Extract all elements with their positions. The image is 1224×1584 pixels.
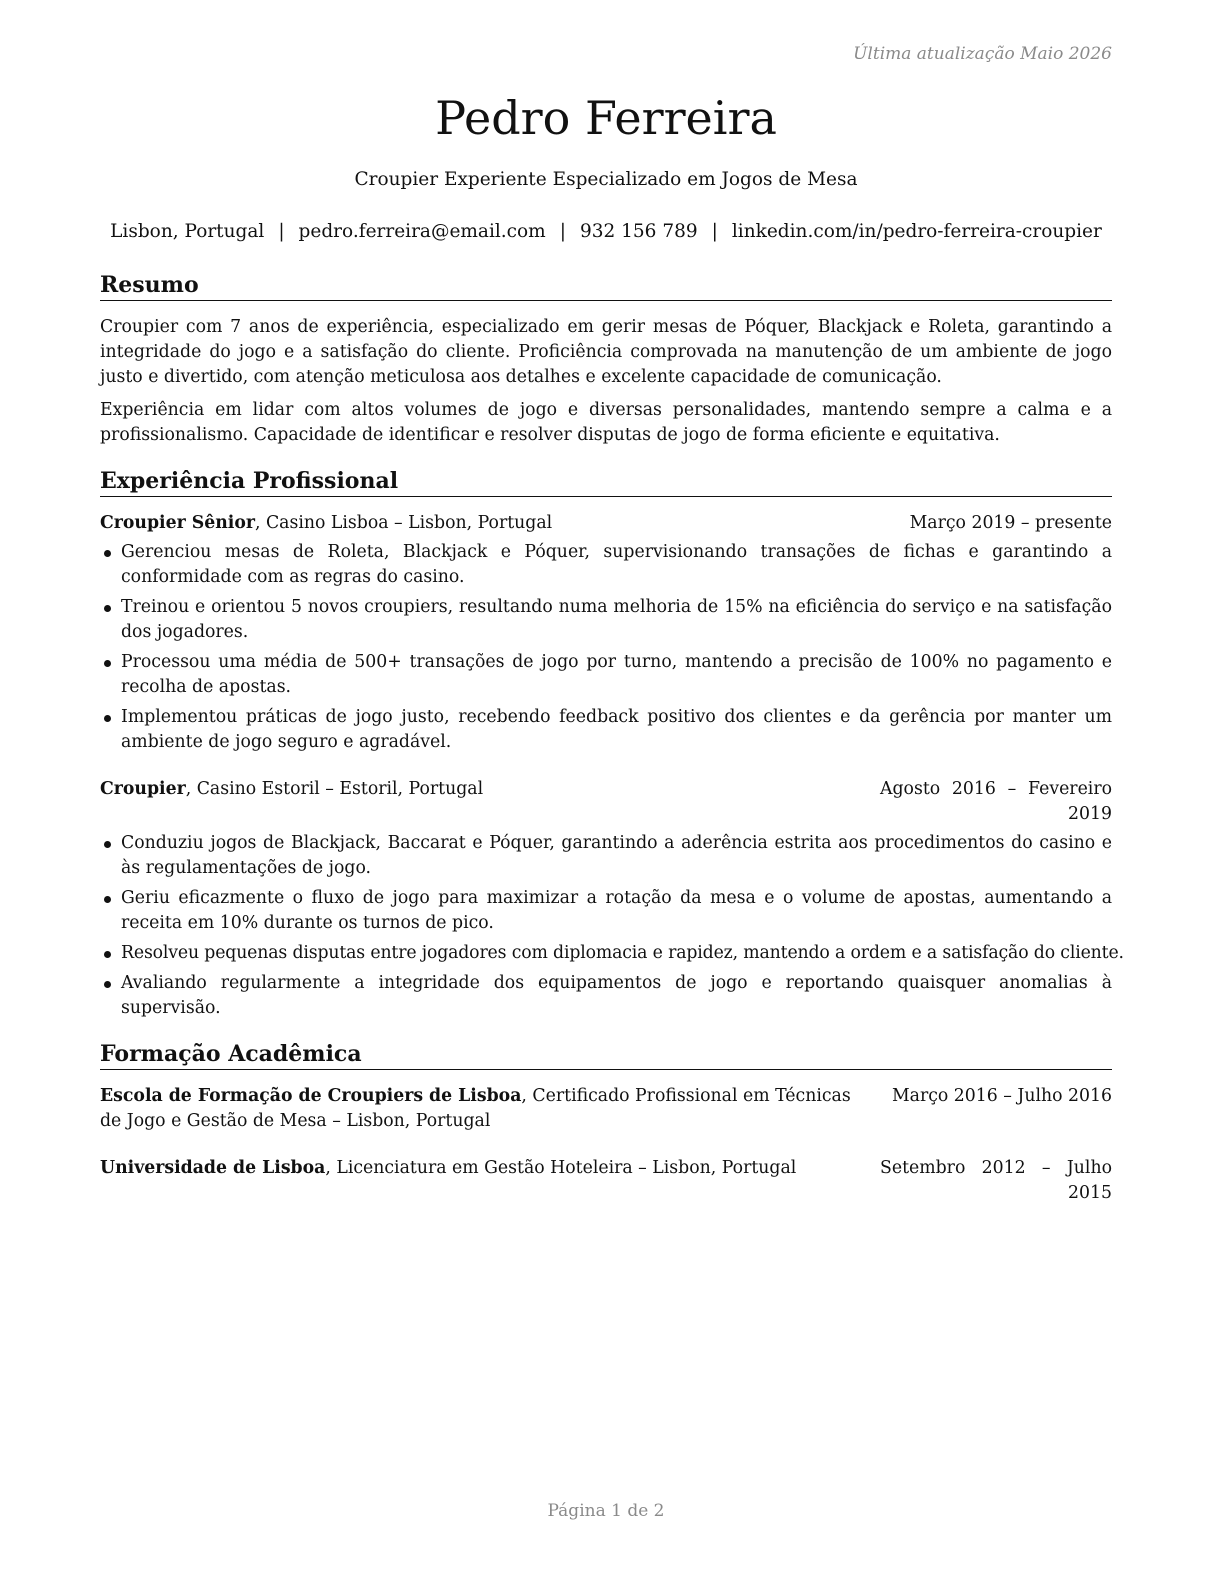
contact-separator: |: [711, 221, 718, 242]
job-dates-line2: 2019: [1068, 804, 1112, 824]
contact-separator: |: [278, 221, 285, 242]
education-title-line: [100, 1084, 876, 1134]
job-entry: [100, 511, 1112, 755]
last-updated: Última atualização Maio 2026: [853, 44, 1112, 64]
education-dates: [864, 1156, 1112, 1206]
job-header: [100, 511, 1112, 536]
education-header: [100, 1084, 1112, 1134]
resume-content: [100, 270, 1124, 1206]
education-school: Universidade de Lisboa: [100, 1158, 326, 1178]
contact-email[interactable]: pedro.ferreira@email.com: [298, 221, 546, 242]
education-entry: [100, 1156, 1112, 1206]
candidate-name: Pedro Ferreira: [435, 91, 777, 145]
education-entry: [100, 1084, 1112, 1134]
job-entry: [100, 777, 1124, 1021]
page-number: Página 1 de 2: [547, 1501, 665, 1521]
job-dates: [864, 777, 1112, 827]
job-dates: Março 2019 – presente: [909, 513, 1112, 533]
summary-paragraph: Croupier com 7 anos de experiência, especializado em gerir mesas de Póquer, Blackjack e Roleta, garantindo a integridade do jogo e a satisfação do cliente. Proficiência comprovada na manutenção de um ambiente de jogo justo e divertido, com atenção meticulosa aos detalhes e excelente capacidade de comunicação.: [100, 317, 1112, 387]
contact-separator: |: [559, 221, 566, 242]
list-item: Processou uma média de 500+ transações de jogo por turno, mantendo a precisão de 100% no pagamento e recolha de apostas.: [100, 650, 1112, 700]
education-dates-line1: Setembro 2012 – Julho: [880, 1158, 1112, 1178]
job-details: , Casino Estoril – Estoril, Portugal: [185, 779, 484, 799]
job-role: Croupier Sênior: [100, 513, 255, 533]
headline: Croupier Experiente Especializado em Jogos de Mesa: [354, 169, 858, 190]
contact-location: Lisbon, Portugal: [110, 221, 265, 242]
education-title: Formação Acadêmica: [100, 1039, 1112, 1070]
job-bullets: [100, 831, 1124, 1021]
list-item: Implementou práticas de jogo justo, recebendo feedback positivo dos clientes e da gerência por manter um ambiente de jogo seguro e agradável.: [100, 705, 1112, 755]
education-section: [100, 1039, 1112, 1206]
education-details: , Licenciatura em Gestão Hoteleira – Lisbon, Portugal: [325, 1158, 797, 1178]
education-dates-line2: 2015: [1068, 1183, 1112, 1203]
list-item: Resolveu pequenas disputas entre jogadores com diplomacia e rapidez, mantendo a ordem e a satisfação do cliente.: [100, 941, 1112, 966]
job-header: [100, 777, 1112, 827]
resume-page: [100, 0, 1124, 1584]
job-bullets: [100, 540, 1112, 755]
list-item: Geriu eficazmente o fluxo de jogo para maximizar a rotação da mesa e o volume de apostas, aumentando a receita em 10% durante os turnos de pico.: [100, 886, 1112, 936]
contact-line: [100, 219, 1112, 245]
list-item: Conduziu jogos de Blackjack, Baccarat e Póquer, garantindo a aderência estrita aos procedimentos do casino e às regulamentações de jogo.: [100, 831, 1112, 881]
job-dates-line1: Agosto 2016 – Fevereiro: [880, 779, 1112, 799]
list-item: Avaliando regularmente a integridade dos equipamentos de jogo e reportando quaisquer anomalias à supervisão.: [100, 971, 1112, 1021]
contact-linkedin[interactable]: linkedin.com/in/pedro-ferreira-croupier: [731, 221, 1102, 242]
job-title-line: [100, 777, 864, 802]
education-school: Escola de Formação de Croupiers de Lisboa: [100, 1086, 522, 1106]
summary-section: [100, 270, 1112, 448]
list-item: Treinou e orientou 5 novos croupiers, resultando numa melhoria de 15% na eficiência do serviço e na satisfação dos jogadores.: [100, 595, 1112, 645]
education-dates: Março 2016 – Julho 2016: [891, 1086, 1112, 1106]
summary-title: Resumo: [100, 270, 1112, 301]
job-details: , Casino Lisboa – Lisbon, Portugal: [254, 513, 553, 533]
job-role: Croupier: [100, 779, 186, 799]
experience-title: Experiência Profissional: [100, 466, 1112, 497]
education-title-line: [100, 1156, 864, 1181]
summary-paragraph: Experiência em lidar com altos volumes de jogo e diversas personalidades, mantendo sempre a calma e a profissionalismo. Capacidade de identificar e resolver disputas de jogo de forma eficiente e equitativa.: [100, 400, 1112, 445]
job-title-line: [100, 511, 894, 536]
education-header: [100, 1156, 1112, 1206]
contact-phone: 932 156 789: [579, 221, 698, 242]
list-item: Gerenciou mesas de Roleta, Blackjack e Póquer, supervisionando transações de fichas e garantindo a conformidade com as regras do casino.: [100, 540, 1112, 590]
experience-section: [100, 466, 1124, 1021]
education-details: , Certificado Profissional em Técnicas de Jogo e Gestão de Mesa – Lisbon, Portugal: [100, 1086, 851, 1131]
